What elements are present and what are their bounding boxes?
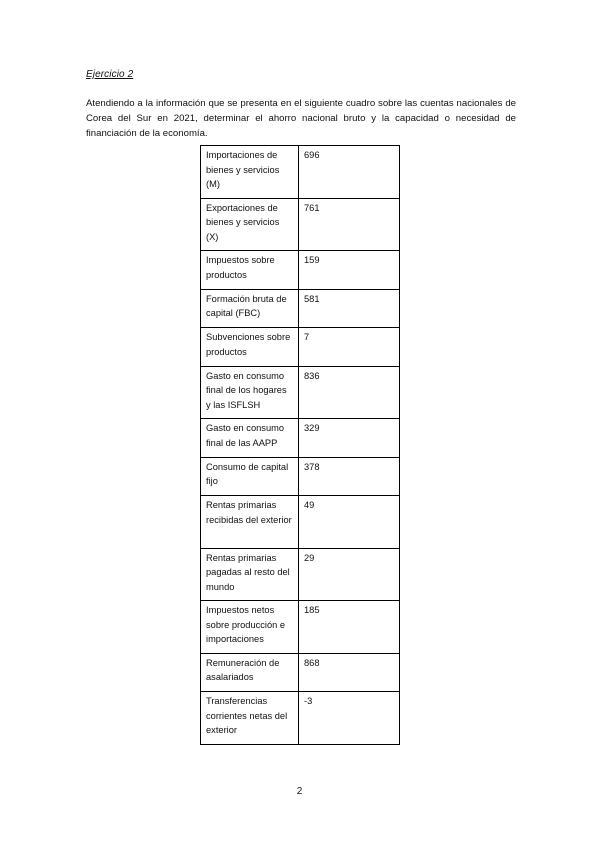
table-row [201, 601, 400, 654]
table-row [201, 419, 400, 458]
row-label: Transferencias corrientes netas del exterior [201, 692, 299, 745]
row-value: 836 [299, 366, 400, 419]
row-label: Exportaciones de bienes y servicios (X) [201, 198, 299, 251]
table-row [201, 548, 400, 601]
table-row [201, 198, 400, 251]
row-label: Impuestos sobre productos [201, 251, 299, 290]
row-label: Gasto en consumo final de los hogares y las ISFLSH [201, 366, 299, 419]
row-value: 185 [299, 601, 400, 654]
exercise-intro-paragraph: Atendiendo a la información que se presenta en el siguiente cuadro sobre las cuentas nacionales de Corea del Sur en 2021, determinar el ahorro nacional bruto y la capacidad o necesidad de financiación de la economía. [86, 98, 516, 139]
table-row [201, 653, 400, 692]
table-row [201, 146, 400, 199]
table-row [201, 692, 400, 745]
row-value: -3 [299, 692, 400, 745]
row-label: Rentas primarias pagadas al resto del mundo [201, 548, 299, 601]
table-row [201, 496, 400, 549]
row-value: 868 [299, 653, 400, 692]
national-accounts-table [200, 145, 400, 745]
row-label: Gasto en consumo final de las AAPP [201, 419, 299, 458]
table-row [201, 366, 400, 419]
row-value: 49 [299, 496, 400, 549]
row-value: 329 [299, 419, 400, 458]
row-value: 696 [299, 146, 400, 199]
table-row [201, 457, 400, 496]
row-value: 7 [299, 328, 400, 367]
row-label: Consumo de capital fijo [201, 457, 299, 496]
row-value: 581 [299, 289, 400, 328]
page-number: 2 [296, 786, 303, 797]
row-label: Rentas primarias recibidas del exterior [201, 496, 299, 549]
row-label: Formación bruta de capital (FBC) [201, 289, 299, 328]
exercise-heading: Ejercicio 2 [86, 69, 134, 80]
table-row [201, 251, 400, 290]
row-value: 378 [299, 457, 400, 496]
table-row [201, 328, 400, 367]
row-value: 761 [299, 198, 400, 251]
row-label: Remuneración de asalariados [201, 653, 299, 692]
row-label: Importaciones de bienes y servicios (M) [201, 146, 299, 199]
row-label: Subvenciones sobre productos [201, 328, 299, 367]
row-value: 159 [299, 251, 400, 290]
row-value: 29 [299, 548, 400, 601]
row-label: Impuestos netos sobre producción e importaciones [201, 601, 299, 654]
table-row [201, 289, 400, 328]
